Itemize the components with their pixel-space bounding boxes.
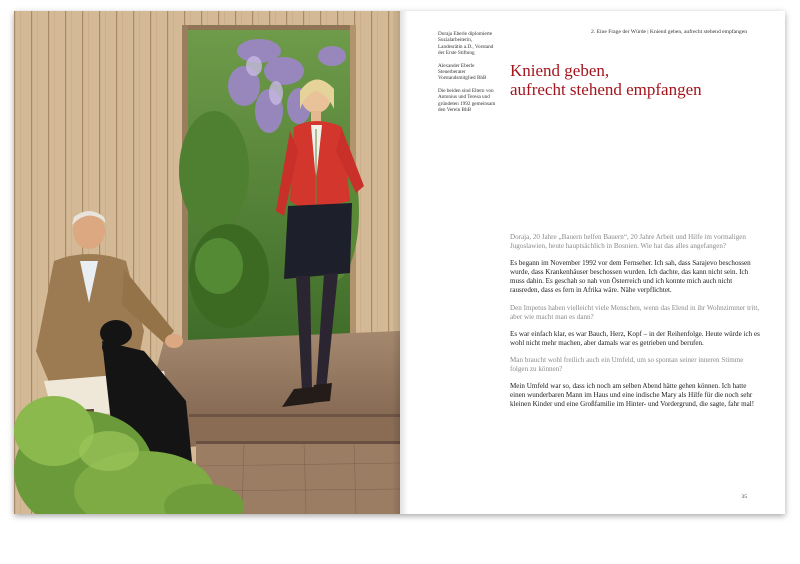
answer-1: Es begann im November 1992 vor dem Fernseher. Ich sah, dass Sarajevo beschossen wurde, dass Krankenhäuser beschossen wurden. Ich dachte, das kann nicht sein. Ich muss dahin. Es geschah so nah von Österreich und ich konnte mich auch nicht rausreden, dass es fern in Afrika wäre. Nähe verpflichtet. xyxy=(510,259,751,295)
interview-body xyxy=(510,233,762,417)
text-page xyxy=(400,11,785,514)
bio-family: Die beiden sind Eltern von Antonius und Teresa und gründeten 1992 gemeinsam den Verein BhB xyxy=(438,87,496,114)
question-2: Den Impetus haben vielleicht viele Menschen, wenn das Elend in ihr Wohnzimmer tritt, aber wie macht man es dann? xyxy=(510,303,760,321)
sidebar-bio xyxy=(438,31,496,119)
answer-2: Es war einfach klar, es war Bauch, Herz, Kopf – in der Reihenfolge. Heute würde ich es wohl nicht mehr machen, aber damals war es getrieben und berufen. xyxy=(510,329,760,347)
chapter-title-line-1: Kniend geben, xyxy=(510,61,610,80)
question-3: Man braucht wohl freilich auch ein Umfeld, um so spontan seiner inneren Stimme folgen zu können? xyxy=(510,355,744,374)
page-number: 35 xyxy=(741,494,747,500)
answer-3: Mein Umfeld war so, dass ich noch am selben Abend hätte gehen können. Ich hatte einen wunderbaren Mann im Haus und eine indische Mary als Hilfe für die noch sehr kleinen Kinder und eine Großfamilie im Hinter- und Vordergrund, die sagte, fahr mal! xyxy=(510,382,755,409)
question-1: Doraja, 20 Jahre „Bauern helfen Bauern“, 20 Jahre Arbeit und Hilfe im vormaligen Jugoslawien, heute hauptsächlich in Bosnien. Wie hat das alles angefangen? xyxy=(510,233,746,251)
chapter-title-line-2: aufrecht stehend empfangen xyxy=(510,80,702,99)
photo-page xyxy=(14,11,400,514)
book-spread xyxy=(14,11,785,514)
bio-alexander: Alexander Eberle Steuerberater Vorstandsmitglied BhB xyxy=(438,62,487,82)
running-head: 2. Eine Frage der Würde | Kniend geben, aufrecht stehend empfangen xyxy=(590,29,747,35)
bio-doraja: Doraja Eberle diplomierte Sozialarbeiterin, Landesrätin a.D., Vorstand der Erste Stiftung xyxy=(438,31,494,57)
portrait-photo xyxy=(14,11,400,514)
chapter-title xyxy=(510,61,770,99)
